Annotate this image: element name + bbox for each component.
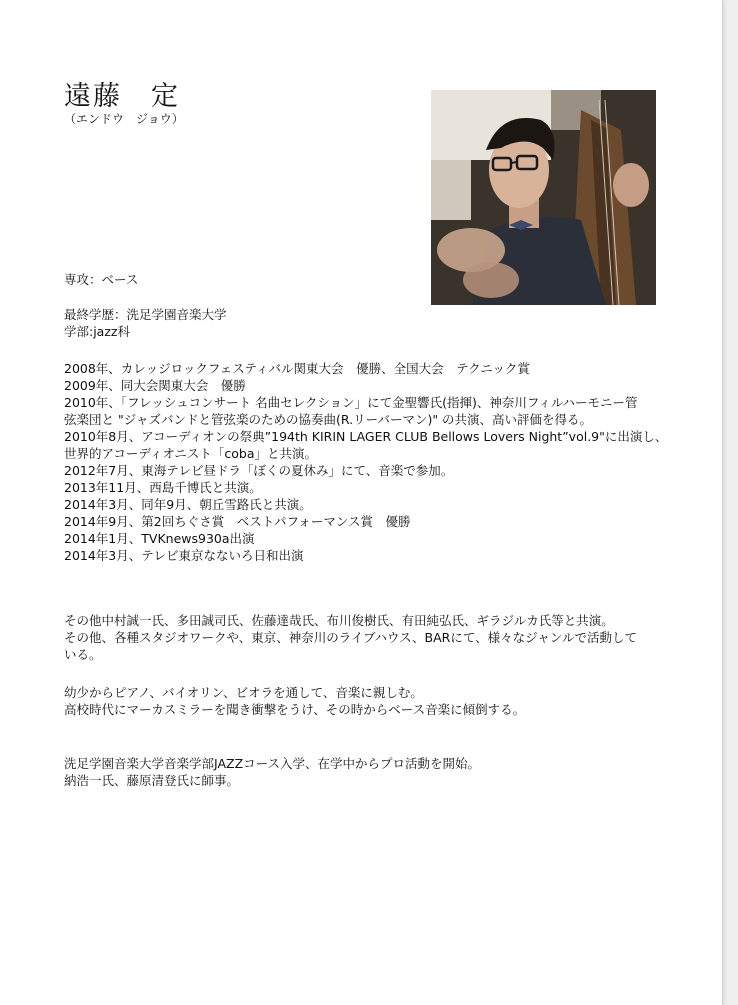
background-line: 高校時代にマーカスミラーを聞き衝撃をうけ、その時からベース音楽に傾倒する。 <box>64 702 526 717</box>
education-department: 学部:jazz科 <box>64 324 130 339</box>
other-line: その他、各種スタジオワークや、東京、神奈川のライブハウス、BARにて、様々なジャンルで活動して <box>64 630 638 645</box>
history-item: 2014年3月、同年9月、朝丘雪路氏と共演。 <box>64 497 312 512</box>
other-activities <box>64 612 637 663</box>
major-section <box>64 271 138 288</box>
other-line: その他中村誠一氏、多田誠司氏、佐藤達哉氏、布川俊樹氏、有田純弘氏、ギラジルカ氏等と共演。 <box>64 613 614 628</box>
study-line: 納浩一氏、藤原清登氏に師事。 <box>64 773 240 788</box>
history-item: 2010年、「フレッシュコンサート 名曲セレクション」にて金聖響氏(指揮)、神奈川フィルハーモニー管 <box>64 395 638 410</box>
history-item: 2008年、カレッジロックフェスティバル関東大会 優勝、全国大会 テクニック賞 <box>64 361 530 376</box>
major-text: 専攻：ベース <box>64 272 139 287</box>
history-item: 2012年7月、東海テレビ昼ドラ「ぼくの夏休み」にて、音楽で参加。 <box>64 463 454 478</box>
history-item: 2010年8月、アコーディオンの祭典”194th KIRIN LAGER CLUB Bellows Lovers Night”vol.9"に出演し、 <box>64 429 668 444</box>
study-section <box>64 755 480 789</box>
portrait-illustration <box>431 90 656 305</box>
history-item: 2014年9月、第2回ちぐさ賞 ベストパフォーマンス賞 優勝 <box>64 514 411 529</box>
career-history <box>64 360 667 564</box>
history-item: 弦楽団と "ジャズバンドと管弦楽のための協奏曲(R.リーバーマン)" の共演、高い評価を得る。 <box>64 412 593 427</box>
other-line: いる。 <box>64 647 102 662</box>
portrait-photo-icon <box>431 90 656 305</box>
history-item: 2014年1月、TVKnews930a出演 <box>64 531 255 546</box>
history-item: 2013年11月、西島千博氏と共演。 <box>64 480 262 495</box>
education-section <box>64 306 227 340</box>
artist-name-reading: （エンドウ ジョウ） <box>64 112 184 126</box>
background-section <box>64 684 525 718</box>
background-line: 幼少からピアノ、バイオリン、ビオラを通して、音楽に親しむ。 <box>64 685 423 700</box>
study-line: 洗足学園音楽大学音楽学部JAZZコース入学、在学中からプロ活動を開始。 <box>64 756 481 771</box>
artist-name: 遠藤 定 <box>64 81 180 112</box>
history-item: 2009年、同大会関東大会 優勝 <box>64 378 246 393</box>
history-item: 世界的アコーディオニスト「coba」と共演。 <box>64 446 317 461</box>
history-item: 2014年3月、テレビ東京なないろ日和出演 <box>64 548 304 563</box>
education-school: 最終学歴：洗足学園音楽大学 <box>64 307 227 322</box>
